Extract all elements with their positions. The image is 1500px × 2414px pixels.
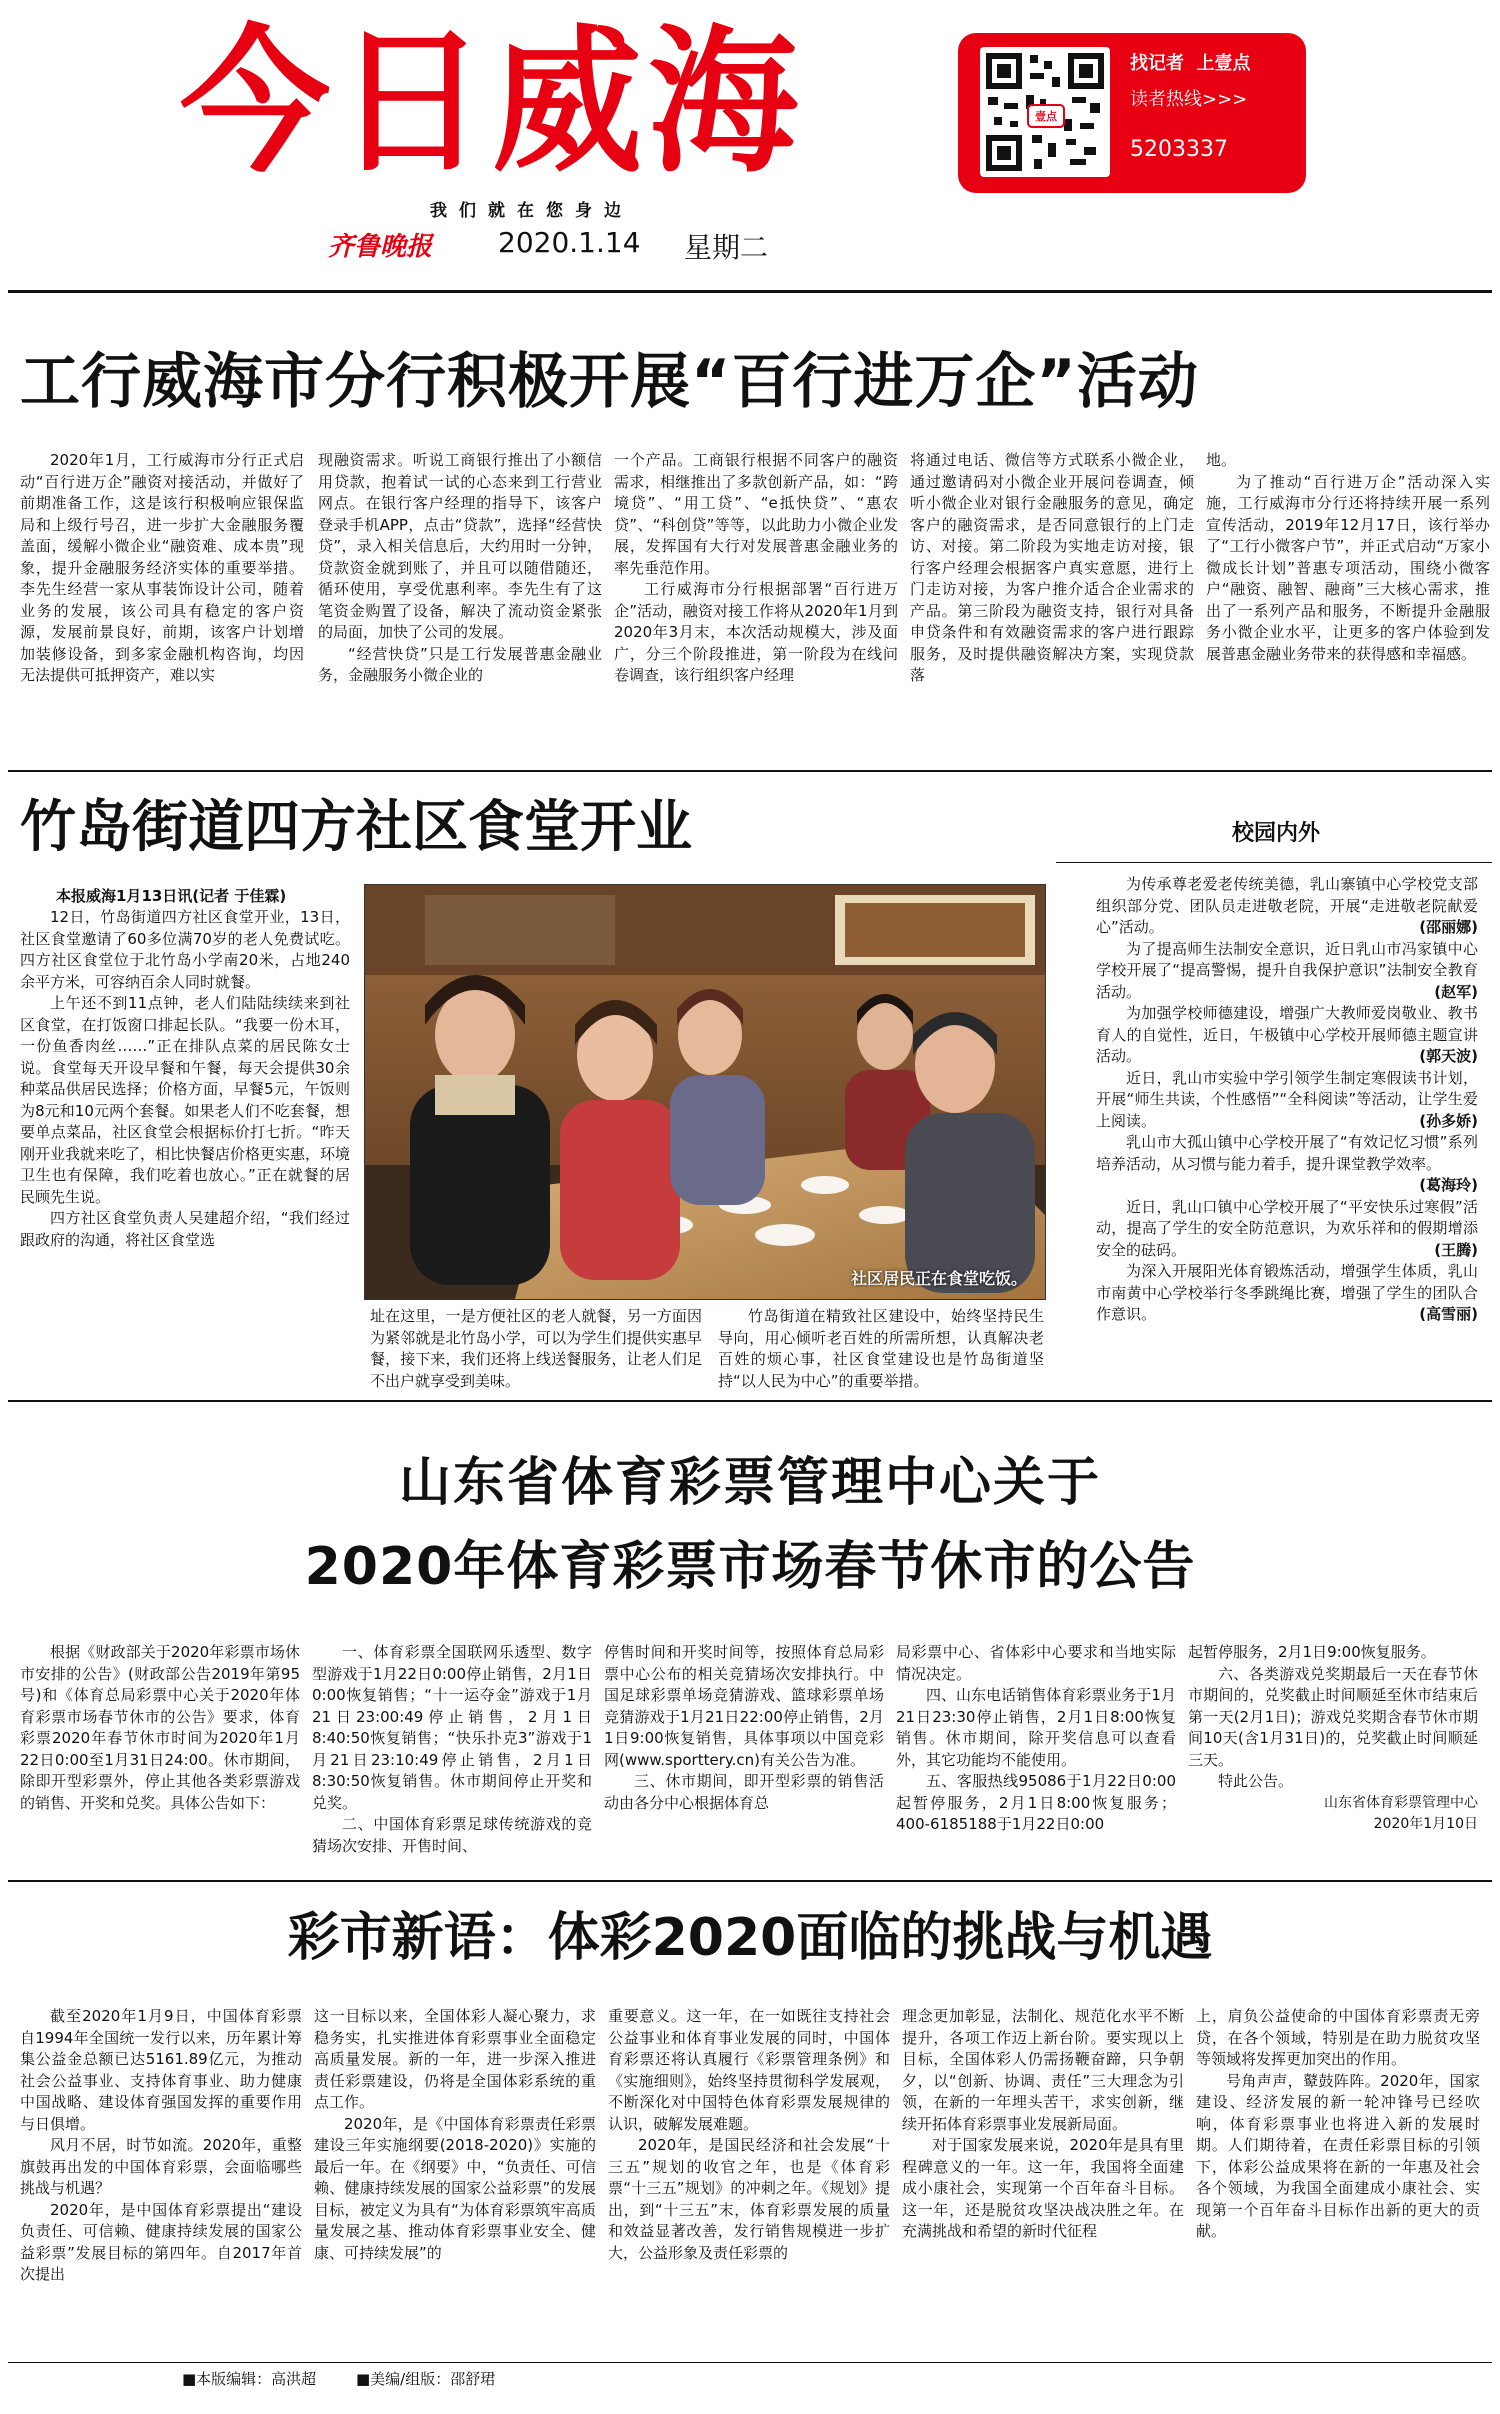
article2-paragraph: 上午还不到11点钟，老人们陆陆续续来到社区食堂，在打饭窗口排起长队。“我要一份木耳，一份鱼香肉丝……”正在排队点菜的居民陈女士说。食堂每天开设早餐和午餐，每天会提供30余种菜品供居民选择；价格方面，早餐5元，午饭则为8元和10元两个套餐。如果老人们不吃套餐，想要单点菜品，社区食堂会根据标价打七折。“昨天刚开业我就来吃了，相比快餐店价格更实惠，环境卫生也有保障，我们吃着也放心。”正在就餐的居民顾先生说。 (20, 994, 350, 1206)
article2-headline: 竹岛街道四方社区食堂开业 (20, 795, 692, 860)
campus-item-author: (孙多娇) (1419, 1111, 1478, 1130)
article2-paragraph: 四方社区食堂负责人吴建超介绍，“我们经过跟政府的沟通，将社区食堂选 (20, 1209, 350, 1249)
article2-paragraph: 竹岛街道在精致社区建设中，始终坚持民生导向，用心倾听老百姓的所需所想，认真解决老百姓的烦心事，社区食堂建设也是竹岛街道坚持“以人民为中心”的重要举措。 (718, 1307, 1044, 1390)
canteen-photo (364, 884, 1046, 1300)
article2-col3 (718, 1306, 1044, 1396)
article1-col3 (614, 450, 898, 750)
masthead-title: 今日威海 (180, 11, 805, 195)
footer-rule (8, 2362, 1492, 2363)
hotline-label-1: 找记者 上壹点 (1130, 53, 1251, 74)
article3-paragraph: 一、体育彩票全国联网乐透型、数字型游戏于1月22日0:00停止销售，2月1日0:00恢复销售；“十一运夺金”游戏于1月21日23:00:49停止销售，2月1日8:40:50恢复销售；“快乐扑克3”游戏于1月21日23:10:49停止销售，2月1日8:30:50恢复销售。休市期间停止开奖和兑奖。 (312, 1643, 592, 1812)
article3-paragraph: 停售时间和开奖时间等，按照体育总局彩票中心公布的相关竞猜场次安排执行。中国足球彩票单场竞猜游戏、篮球彩票单场竞猜游戏于1月21日22:00停止销售，2月1日9:00恢复销售，具体事项以中国竞彩网(www.sporttery.cn)有关公告为准。 (604, 1643, 884, 1769)
article1-col5 (1206, 450, 1490, 750)
campus-item: 为加强学校师德建设，增强广大教师爱岗敬业、教书育人的自觉性，近日，午极镇中心学校开展师德主题宣讲活动。 (郭天波) (1096, 1003, 1478, 1068)
article1-col4 (910, 450, 1194, 750)
article2-divider (8, 1400, 1492, 1402)
article1-paragraph: “经营快贷”只是工行发展普惠金融业务，金融服务小微企业的 (318, 644, 602, 684)
article1-paragraph: 为了推动“百行进万企”活动深入实施，工行威海市分行还将持续开展一系列宣传活动，2019年12月17日，该行举办了“工行小微客户节”，并正式启动“万家小微成长计划”普惠专项活动，围绕小微客户“融资、融智、融商”三大核心需求，推出了一系列产品和服务，不断提升金融服务小微企业水平，让更多的客户体验到发展普惠金融业务带来的获得感和幸福感。 (1206, 472, 1490, 663)
article1-divider (8, 770, 1492, 772)
article4-paragraph: 重要意义。这一年，在一如既往支持社会公益事业和体育事业发展的同时，中国体育彩票还将认真履行《彩票管理条例》和《实施细则》，始终坚持贯彻科学发展观，不断深化对中国特色体育彩票发展规律的认识，破解发展难题。 (608, 2007, 890, 2133)
article4-col1 (20, 2006, 302, 2356)
article3-col3 (604, 1642, 884, 1878)
campus-item: 为传承尊老爱老传统美德，乳山寨镇中心学校党支部组织部分党、团队员走进敬老院，开展“走进敬老院献爱心”活动。 (邵丽娜) (1096, 874, 1478, 939)
article3-col4 (896, 1642, 1176, 1878)
article3-col5 (1188, 1642, 1478, 1878)
article4-paragraph: 截至2020年1月9日，中国体育彩票自1994年全国统一发行以来，历年累计筹集公益金总额已达5161.89亿元，为推动社会公益事业、支持体育事业、助力健康中国战略、建设体育强国发挥的重要作用与日俱增。 (20, 2007, 302, 2133)
article4-paragraph: 2020年，是国民经济和社会发展“十三五”规划的收官之年，也是《体育彩票“十三五”规划》的冲刺之年。《规划》提出，到“十三五”末，体育彩票发展的质量和效益显著改善，发行销售规模进一步扩大，公益形象及责任彩票的 (608, 2136, 890, 2262)
article3-signature: 山东省体育彩票管理中心 (1324, 1794, 1478, 1811)
campus-header: 校园内外 (1232, 821, 1321, 846)
article3-paragraph: 二、中国体育彩票足球传统游戏的竞猜场次安排、开售时间、 (312, 1815, 592, 1855)
article3-headline-line1: 山东省体育彩票管理中心关于 (398, 1453, 1101, 1513)
hotline-box (958, 33, 1306, 193)
article3-paragraph: 六、各类游戏兑奖期最后一天在春节休市期间的，兑奖截止时间顺延至休市结束后第一天(2月1日)；游戏兑奖期含春节休市期间10天(含1月31日)的，兑奖截止时间顺延三天。 (1188, 1664, 1478, 1769)
qr-badge: 壹点 (1035, 110, 1057, 123)
article2-paragraph: 12日，竹岛街道四方社区食堂开业，13日，社区食堂邀请了60多位满70岁的老人免费试吃。四方社区食堂位于北竹岛小学南20米，占地240余平方米，可容纳百余人同时就餐。 (20, 908, 350, 991)
hotline-label-2: 读者热线>>> (1130, 89, 1248, 110)
article3-paragraph: 起暂停服务，2月1日9:00恢复服务。 (1188, 1643, 1436, 1661)
article4-col5 (1196, 2006, 1480, 2356)
article4-paragraph: 号角声声，鼙鼓阵阵。2020年，国家建设、经济发展的新一轮冲锋号已经吹响，体育彩票事业也将进入新的发展时期。人们期待着，在责任彩票目标的引领下，体彩公益成果将在新的一年惠及社会各个领域，为我国全面建成小康社会、实现第一个百年奋斗目标作出新的更大的贡献。 (1196, 2071, 1480, 2240)
campus-item-author: (赵军) (1434, 982, 1478, 1001)
masthead-slogan: 我们就在您身边 (430, 201, 633, 221)
article1-paragraph: 将通过电话、微信等方式联系小微企业，通过邀请码对小微企业开展问卷调查，倾听小微企业对银行金融服务的意见，确定客户的融资需求，是否同意银行的上门走访、对接。第二阶段为实地走访对接，银行客户经理会根据客户真实意愿，进行上门走访对接，为客户推介适合企业需求的产品。第三阶段为融资支持，银行对具备申贷条件和有效融资需求的客户进行跟踪服务，及时提供融资解决方案，实现贷款落 (910, 451, 1194, 684)
article4-paragraph: 上，肩负公益使命的中国体育彩票责无旁贷，在各个领域，特别是在助力脱贫攻坚等领域将发挥更加突出的作用。 (1196, 2007, 1480, 2068)
campus-item-author: (王腾) (1434, 1240, 1478, 1259)
article3-paragraph: 五、客服热线95086于1月22日0:00起暂停服务，2月1日8:00恢复服务；400-6185188于1月22日0:00 (896, 1772, 1176, 1833)
article3-sign-date: 2020年1月10日 (1373, 1816, 1478, 1832)
article3-paragraph: 四、山东电话销售体育彩票业务于1月21日23:30停止销售，2月1日8:00恢复销售。休市期间，除开奖信息可以查看外，其它功能均不能使用。 (896, 1686, 1176, 1769)
article3-headline-line2: 2020年体育彩票市场春节休市的公告 (304, 1537, 1196, 1597)
article1-headline: 工行威海市分行积极开展“百行进万企”活动 (20, 347, 1199, 417)
article4-paragraph: 风月不居，时节如流。2020年，重整旗鼓再出发的中国体育彩票，会面临哪些挑战与机遇？ (20, 2136, 302, 2197)
article4-paragraph: 理念更加彰显，法制化、规范化水平不断提升，各项工作迈上新台阶。要实现以上目标，全国体彩人仍需扬鞭奋蹄，只争朝夕，以“创新、协调、责任”三大理念为引领，在新的一年埋头苦干，求实创新，继续开拓体育彩票事业发展新局面。 (902, 2007, 1184, 2133)
masthead (0, 0, 1500, 290)
canteen-photo-image (365, 885, 1045, 1299)
article4-col3 (608, 2006, 890, 2356)
issue-date: 2020.1.14 (498, 226, 641, 259)
article3-paragraph: 三、休市期间，即开型彩票的销售活动由各分中心根据体育总 (604, 1772, 884, 1812)
campus-list (1096, 874, 1478, 1384)
campus-item: 乳山市大孤山镇中心学校开展了“有效记忆习惯”系列培养活动，从习惯与能力着手，提升课堂教学效率。 (葛海玲) (1096, 1132, 1478, 1175)
campus-item-author: (邵丽娜) (1419, 918, 1478, 936)
article1-paragraph: 地。 (1206, 451, 1237, 469)
campus-item: 近日，乳山市实验中学引领学生制定寒假读书计划，开展“师生共读，个性感悟”“全科阅读”等活动，让学生爱上阅读。 (孙多娇) (1096, 1068, 1478, 1133)
article3-col1 (20, 1642, 300, 1878)
campus-divider (1056, 862, 1492, 863)
article4-col4 (902, 2006, 1184, 2356)
article2-col2 (370, 1306, 702, 1396)
article3-paragraph: 特此公告。 (1218, 1772, 1294, 1790)
article4-paragraph: 2020年，是中国体育彩票提出“建设负责任、可信赖、健康持续发展的国家公益彩票”发展目标的第四年。自2017年首次提出 (20, 2200, 302, 2283)
hotline-number[interactable]: 5203337 (1130, 137, 1228, 162)
article1-col1 (20, 450, 304, 750)
article1-paragraph: 工行威海市分行根据部署“百行进万企”活动，融资对接工作将从2020年1月到2020年3月末，本次活动规模大，涉及面广，分三个阶段推进，第一阶段为在线问卷调查，该行组织客户经理 (614, 580, 898, 684)
article4-paragraph: 对于国家发展来说，2020年是具有里程碑意义的一年。这一年，我国将全面建成小康社会，实现第一个百年奋斗目标。这一年，还是脱贫攻坚决战决胜之年。在充满挑战和希望的新时代征程 (902, 2136, 1184, 2240)
article1-paragraph: 现融资需求。听说工商银行推出了小额信用贷款，抱着试一试的心态来到工行营业网点。在银行客户经理的指导下，该客户登录手机APP，点击“贷款”，选择“经营快贷”，录入相关信息后，大约用时一分钟，贷款资金就到账了，并且可以随借随还，循环使用，享受优惠利率。李先生有了这笔资金购置了设备，解决了流动资金紧张的局面，加快了公司的发展。 (318, 451, 602, 641)
article4-col2 (314, 2006, 596, 2356)
campus-item-author: (高雪丽) (1419, 1305, 1478, 1323)
issue-weekday: 星期二 (684, 231, 769, 264)
article3-col2 (312, 1642, 592, 1878)
paper-name-logo: 齐鲁晚报 (328, 232, 433, 262)
campus-item: 近日，乳山口镇中心学校开展了“平安快乐过寒假”活动，提高了学生的安全防范意识，为欢乐祥和的假期增添安全的砝码。 (王腾) (1096, 1197, 1478, 1262)
photo-caption: 社区居民正在食堂吃饭。 (850, 1269, 1027, 1288)
article4-paragraph: 2020年，是《中国体育彩票责任彩票建设三年实施纲要(2018-2020)》实施的最后一年。在《纲要》中，“负责任、可信赖、健康持续发展的国家公益彩票”的发展目标，被定义为具有“为体育彩票筑牢高质量发展之基、推动体育彩票事业安全、健康、可持续发展”的 (314, 2114, 596, 2262)
campus-item: 为了提高师生法制安全意识，近日乳山市冯家镇中心学校开展了“提高警惕，提升自我保护意识”法制安全教育活动。 (赵军) (1096, 939, 1478, 1004)
article1-col2 (318, 450, 602, 750)
article4-paragraph: 这一目标以来，全国体彩人凝心聚力，求稳务实，扎实推进体育彩票事业全面稳定高质量发展。新的一年，进一步深入推进责任彩票建设，仍将是全国体彩系统的重点工作。 (314, 2007, 596, 2111)
article3-divider (8, 1880, 1492, 1882)
masthead-rule (8, 290, 1492, 293)
campus-item-author: (郭天波) (1419, 1047, 1478, 1065)
qr-code[interactable] (980, 47, 1110, 177)
campus-item: 为深入开展阳光体育锻炼活动，增强学生体质，乳山市南黄中心学校举行冬季跳绳比赛，增强了学生的团队合作意识。 (高雪丽) (1096, 1261, 1478, 1326)
article3-paragraph: 局彩票中心、省体彩中心要求和当地实际情况决定。 (896, 1643, 1176, 1683)
article1-paragraph: 一个产品。工商银行根据不同客户的融资需求，相继推出了多款创新产品，如：“跨境贷”、“用工贷”、“e抵快贷”、“惠农贷”、“科创贷”等等，以此助力小微企业发展，发挥国有大行对发展普惠金融业务的率先垂范作用。 (614, 451, 898, 577)
article3-paragraph: 根据《财政部关于2020年彩票市场休市安排的公告》(财政部公告2019年第95号)和《体育总局彩票中心关于2020年体育彩票市场春节休市的公告》要求，体育彩票2020年春节休市时间为2020年1月22日0:00至1月31日24:00。休市期间，除即开型彩票外，停止其他各类彩票游戏的销售、开奖和兑奖。具体公告如下： (20, 1643, 300, 1812)
article2-col1 (20, 907, 350, 1377)
article2-byline: 本报威海1月13日讯(记者 于佳霖) (56, 887, 287, 905)
footer-designer: ■美编/组版：邵舒珺 (356, 2370, 496, 2388)
article1-paragraph: 2020年1月，工行威海市分行正式启动“百行进万企”融资对接活动，并做好了前期准备工作，这是该行积极响应银保监局和上级行号召，进一步扩大金融服务覆盖面，缓解小微企业“融资难、成本贵”现象，提升金融服务经济实体的重要举措。李先生经营一家从事装饰设计公司，随着业务的发展，该公司具有稳定的客户资源，发展前景良好，前期，该客户计划增加装修设备，到多家金融机构咨询，均因无法提供可抵押资产，难以实 (20, 451, 304, 684)
campus-item-author: (葛海玲) (1419, 1176, 1478, 1194)
article2-paragraph: 址在这里，一是方便社区的老人就餐，另一方面因为紧邻就是北竹岛小学，可以为学生们提供实惠早餐，接下来，我们还将上线送餐服务，让老人们足不出户就享受到美味。 (370, 1307, 702, 1390)
article4-headline: 彩市新语：体彩2020面临的挑战与机遇 (287, 1908, 1213, 1968)
footer-editor: ■本版编辑：高洪超 (182, 2370, 317, 2388)
